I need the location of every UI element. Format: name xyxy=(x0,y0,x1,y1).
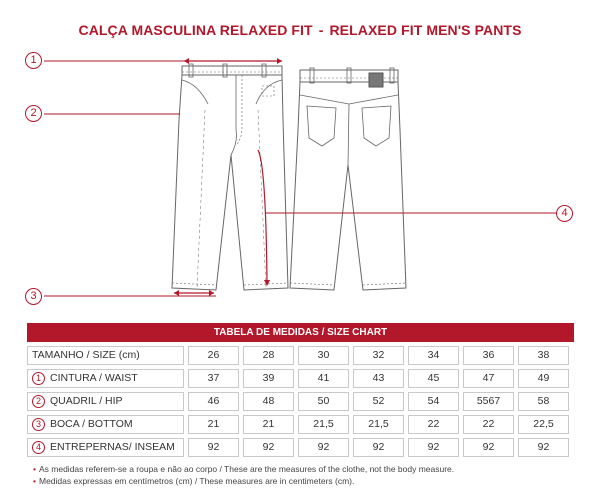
footnotes xyxy=(33,463,454,487)
footnote xyxy=(33,475,454,487)
waist-cell: 49 xyxy=(518,369,569,388)
hip-row xyxy=(27,392,574,411)
back-label-patch xyxy=(369,73,383,87)
bottom-cell: 21 xyxy=(188,415,239,434)
hip-cell: 50 xyxy=(298,392,349,411)
waist-arrow-right xyxy=(277,58,282,64)
hip-cell: 52 xyxy=(353,392,404,411)
inseam-cell: 92 xyxy=(188,438,239,457)
hip-row-label xyxy=(27,392,184,411)
size-cell: 28 xyxy=(243,346,294,365)
waist-cell: 37 xyxy=(188,369,239,388)
bottom-arrow-right xyxy=(209,290,214,296)
marker-3-bottom: 3 xyxy=(25,288,42,305)
bottom-cell: 21,5 xyxy=(298,415,349,434)
size-cell: 30 xyxy=(298,346,349,365)
row-marker: 4 xyxy=(32,441,45,454)
title-pt: CALÇA MASCULINA RELAXED FIT xyxy=(78,22,313,38)
marker-2-hip: 2 xyxy=(25,105,42,122)
waist-row xyxy=(27,369,574,388)
waist-cell: 47 xyxy=(463,369,514,388)
bullet-icon: • xyxy=(33,476,36,486)
front-fly-stitch xyxy=(236,75,242,146)
size-chart-header: TABELA DE MEDIDAS / SIZE CHART xyxy=(27,323,574,342)
pants-back-view xyxy=(290,68,406,290)
inseam-cell: 92 xyxy=(353,438,404,457)
waist-row-label xyxy=(27,369,184,388)
title-separator: - xyxy=(318,22,324,38)
bottom-cell: 22 xyxy=(463,415,514,434)
inseam-cell: 92 xyxy=(463,438,514,457)
back-left-pocket xyxy=(307,106,336,146)
row-label-text: CINTURA / WAIST xyxy=(50,372,138,384)
inseam-measure xyxy=(258,150,267,285)
row-label-text: BOCA / BOTTOM xyxy=(50,418,133,430)
front-waistband xyxy=(182,66,282,75)
bottom-cell: 21,5 xyxy=(353,415,404,434)
inseam-cell: 92 xyxy=(518,438,569,457)
row-marker: 1 xyxy=(32,372,45,385)
inseam-row xyxy=(27,438,574,457)
inseam-row-label xyxy=(27,438,184,457)
hip-cell: 5567 xyxy=(463,392,514,411)
bottom-cell: 21 xyxy=(243,415,294,434)
footnote-text: Medidas expressas em centímetros (cm) / These measures are in centimeters (cm). xyxy=(38,476,355,486)
size-chart xyxy=(27,323,574,461)
hip-cell: 46 xyxy=(188,392,239,411)
row-label-text: QUADRIL / HIP xyxy=(50,395,123,407)
hip-cell: 48 xyxy=(243,392,294,411)
row-marker: 2 xyxy=(32,395,45,408)
front-fly xyxy=(231,75,236,155)
inseam-cell: 92 xyxy=(243,438,294,457)
hip-cell: 58 xyxy=(518,392,569,411)
front-left-hem xyxy=(172,283,216,285)
back-right-hem xyxy=(363,283,406,285)
inseam-cell: 92 xyxy=(298,438,349,457)
waist-arrow-left xyxy=(184,58,189,64)
size-row xyxy=(27,346,574,365)
size-cell: 38 xyxy=(518,346,569,365)
waist-cell: 43 xyxy=(353,369,404,388)
back-right-pocket xyxy=(362,106,391,146)
waist-cell: 39 xyxy=(243,369,294,388)
front-right-pocket xyxy=(256,80,282,104)
footnote xyxy=(33,463,454,475)
back-yoke xyxy=(300,95,398,104)
marker-4-inseam: 4 xyxy=(556,205,573,222)
bottom-row-label xyxy=(27,415,184,434)
bottom-arrow-left xyxy=(174,290,179,296)
size-cell: 34 xyxy=(408,346,459,365)
bottom-cell: 22,5 xyxy=(518,415,569,434)
back-left-hem xyxy=(290,283,334,285)
waist-cell: 41 xyxy=(298,369,349,388)
back-seam xyxy=(348,104,349,165)
front-outline xyxy=(172,75,288,290)
title-en: RELAXED FIT MEN'S PANTS xyxy=(329,22,522,38)
size-cell: 26 xyxy=(188,346,239,365)
front-left-leg-crease xyxy=(197,110,205,288)
row-marker: 3 xyxy=(32,418,45,431)
bullet-icon: • xyxy=(33,464,36,474)
row-label-text: ENTREPERNAS/ INSEAM xyxy=(50,441,175,453)
hip-cell: 54 xyxy=(408,392,459,411)
waist-cell: 45 xyxy=(408,369,459,388)
pants-front-view xyxy=(172,64,288,290)
inseam-arrow-bottom xyxy=(264,280,270,286)
size-row-label: TAMANHO / SIZE (cm) xyxy=(27,346,184,365)
bottom-cell: 22 xyxy=(408,415,459,434)
inseam-cell: 92 xyxy=(408,438,459,457)
marker-1-waist: 1 xyxy=(25,52,42,69)
size-cell: 32 xyxy=(353,346,404,365)
footnote-text: As medidas referem-se a roupa e não ao corpo / These are the measures of the clothe, not the body measure. xyxy=(38,464,455,474)
front-left-pocket xyxy=(182,80,208,104)
bottom-row xyxy=(27,415,574,434)
size-cell: 36 xyxy=(463,346,514,365)
